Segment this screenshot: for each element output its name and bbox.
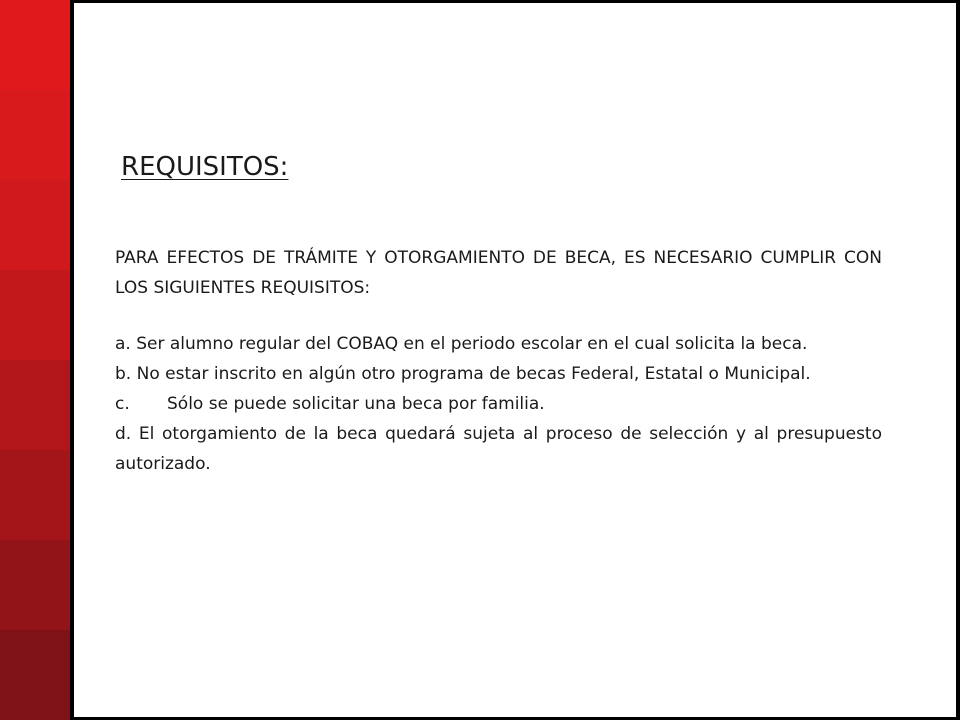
red-accent-band	[0, 0, 70, 720]
intro-paragraph: PARA EFECTOS DE TRÁMITE Y OTORGAMIENTO DE BECA, ES NECESARIO CUMPLIR CON LOS SIGUIENTES REQUISITOS:	[115, 248, 882, 298]
requirement-text: Ser alumno regular del COBAQ en el periodo escolar en el cual solicita la beca.	[136, 334, 808, 354]
paragraph-gap	[115, 303, 882, 329]
band-segment	[0, 360, 70, 450]
content-panel	[74, 3, 956, 717]
band-segment	[0, 540, 70, 630]
requirement-letter: c.	[115, 394, 130, 414]
band-segment	[0, 630, 70, 720]
requirement-letter: b.	[115, 364, 132, 384]
band-segment	[0, 270, 70, 360]
requirement-text: Sólo se puede solicitar una beca por familia.	[167, 394, 545, 414]
requirement-text: El otorgamiento de la beca quedará sujeta al proceso de selección y al presupuesto autorizado.	[115, 424, 883, 474]
band-segment	[0, 180, 70, 270]
requirement-item-c	[115, 389, 882, 419]
band-segment	[0, 0, 70, 90]
requirement-item-d	[115, 419, 882, 479]
band-segment	[0, 450, 70, 540]
requirement-letter: a.	[115, 334, 131, 354]
slide-body	[115, 243, 882, 479]
requirement-text: No estar inscrito en algún otro programa de becas Federal, Estatal o Municipal.	[136, 364, 811, 384]
requirement-item-b	[115, 359, 882, 389]
requirement-item-a	[115, 329, 882, 359]
band-segment	[0, 90, 70, 180]
slide-title: REQUISITOS:	[121, 152, 289, 182]
requirement-letter: d.	[115, 424, 132, 444]
